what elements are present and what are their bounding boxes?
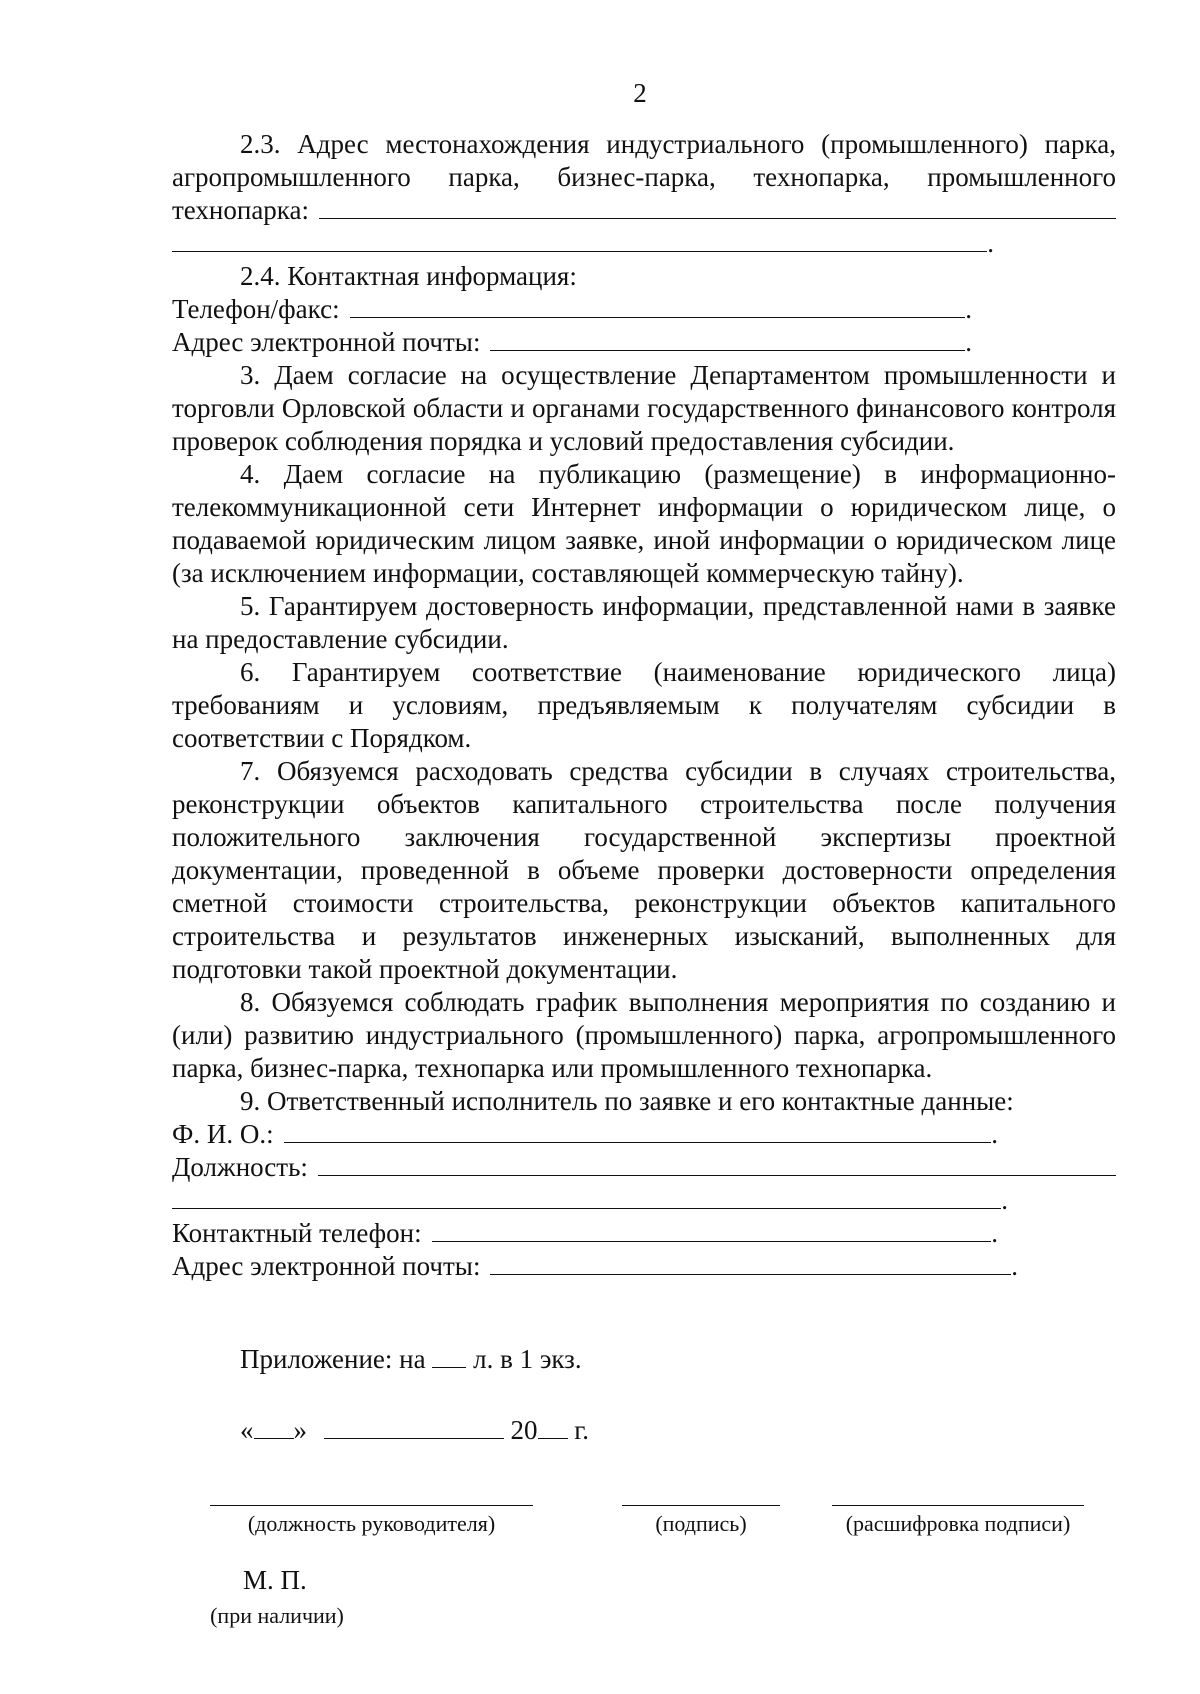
section-2-3-line-1: 2.3. Адрес местонахождения индустриального (промышленного) парка, [240, 129, 1116, 159]
contact-email-field[interactable] [172, 1250, 1018, 1283]
appendix-suffix: л. в 1 экз. [473, 1344, 582, 1374]
date-month-blank[interactable] [324, 1416, 504, 1439]
date-year-prefix: 20 [510, 1415, 538, 1445]
period: . [965, 327, 972, 357]
position-label: Должность: [172, 1152, 308, 1182]
contact-phone-field[interactable] [172, 1217, 998, 1250]
signature-caption: (подпись) [655, 1511, 747, 1536]
appendix-sheets-blank[interactable] [432, 1345, 466, 1368]
phone-fax-blank [350, 295, 966, 318]
date-line [240, 1415, 589, 1446]
period: . [1001, 1185, 1008, 1215]
period: . [991, 1218, 998, 1248]
page-number: 2 [633, 78, 647, 108]
position-caption: (должность руководителя) [247, 1511, 496, 1536]
decoding-caption: (расшифровка подписи) [845, 1511, 1071, 1536]
date-year-blank[interactable] [538, 1416, 568, 1439]
period: . [1011, 1251, 1018, 1281]
stamp-note: (при наличии) [210, 1603, 344, 1628]
location-blank-2 [172, 229, 987, 252]
contact-email-blank [490, 1252, 1011, 1275]
period: . [987, 228, 994, 258]
email-blank [490, 328, 965, 351]
appendix-line [240, 1344, 582, 1375]
phone-fax-label: Телефон/факс: [172, 294, 340, 324]
decoding-signature-line[interactable] [832, 1505, 1084, 1506]
position-field-line-2[interactable] [172, 1184, 1008, 1217]
contact-phone-blank [432, 1219, 992, 1242]
section-2-4-heading: 2.4. Контактная информация: [240, 261, 577, 291]
paragraph-7: 7. Обязуемся расходовать средства субсидии в случаях строительства, реконструкции объектов капитального строительства после получения положительного заключения государственной экспертизы проектной документации, проведенной в объеме проверки достоверности определения сметной стоимости строительства, реконструкции объектов капитального строительства и результатов инженерных изысканий, выполненных для подготовки такой проектной документации. [172, 756, 1116, 984]
paragraph-4: 4. Даем согласие на публикацию (размещение) в информационно-телекоммуникационной сети Интернет информации о юридическом лице, о подаваемой юридическим лицом заявке, иной информации о юридическом лице (за исключением информации, составляющей коммерческую тайну). [172, 459, 1116, 588]
fio-blank [284, 1120, 992, 1143]
paragraph-6: 6. Гарантируем соответствие (наименование юридического лица) требованиям и условиям, предъявляемым к получателям субсидии в соответствии с Порядком. [172, 657, 1116, 753]
position-field[interactable] [172, 1151, 1116, 1184]
date-year-suffix: г. [574, 1415, 590, 1445]
date-open-quote: « [240, 1415, 254, 1445]
position-blank-1 [318, 1153, 1116, 1176]
period: . [991, 1119, 998, 1149]
location-blank-1 [319, 196, 1116, 219]
contact-phone-label: Контактный телефон: [172, 1218, 422, 1248]
signature-line[interactable] [622, 1505, 780, 1506]
location-field-line-2[interactable] [172, 227, 994, 260]
section-2-3-line-2: агропромышленного парка, бизнес-парка, технопарка, промышленного [172, 162, 1116, 192]
paragraph-8: 8. Обязуемся соблюдать график выполнения мероприятия по созданию и (или) развитию индустриального (промышленного) парка, агропромышленного парка, бизнес-парка, технопарка или промышленного технопарка. [172, 987, 1116, 1083]
fio-field[interactable] [172, 1118, 998, 1151]
email-label: Адрес электронной почты: [172, 327, 481, 357]
position-blank-2 [172, 1186, 1001, 1209]
location-label: технопарка: [172, 195, 310, 225]
appendix-prefix: Приложение: на [240, 1344, 426, 1374]
period: . [965, 294, 972, 324]
phone-fax-field[interactable] [172, 293, 972, 326]
document-body [172, 128, 1116, 1283]
date-close-quote: » [293, 1415, 307, 1445]
fio-label: Ф. И. О.: [172, 1119, 274, 1149]
date-day-blank[interactable] [254, 1416, 294, 1439]
paragraph-3: 3. Даем согласие на осуществление Департаментом промышленности и торговли Орловской области и органами государственного финансового контроля проверок соблюдения порядка и условий предоставления субсидии. [172, 360, 1116, 456]
email-field[interactable] [172, 326, 972, 359]
contact-email-label: Адрес электронной почты: [172, 1251, 481, 1281]
stamp-label: М. П. [243, 1565, 307, 1595]
paragraph-5: 5. Гарантируем достоверность информации, представленной нами в заявке на предоставление субсидии. [172, 591, 1116, 654]
position-signature-line[interactable] [210, 1505, 533, 1506]
location-field[interactable] [172, 194, 1116, 227]
section-9-heading: 9. Ответственный исполнитель по заявке и его контактные данные: [240, 1086, 1014, 1116]
